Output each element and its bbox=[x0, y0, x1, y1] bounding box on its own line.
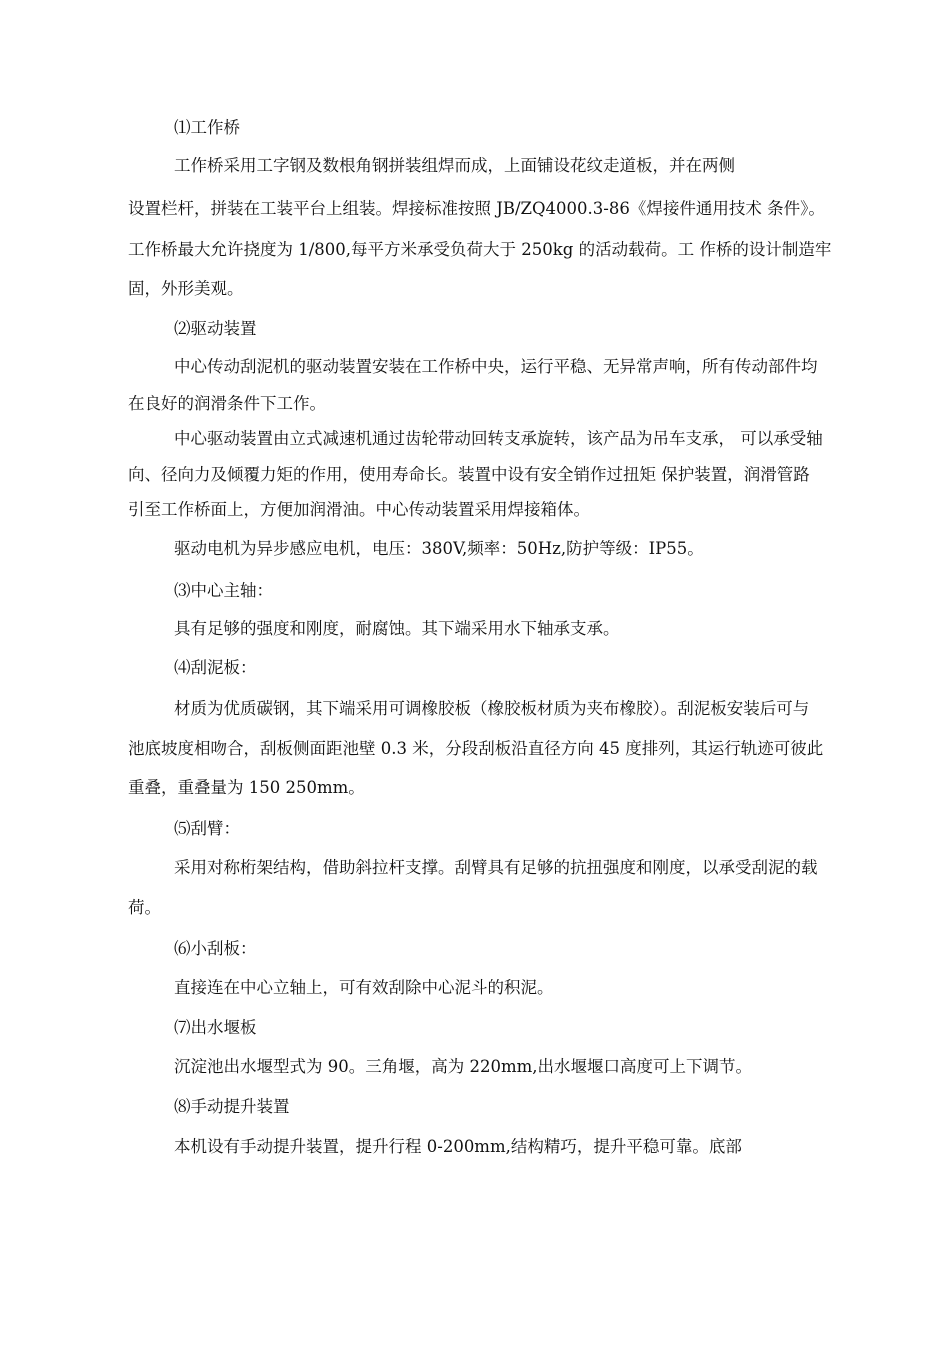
paragraph-line: 向、径向力及倾覆力矩的作用，使用寿命长。装置中设有安全销作过扭矩 保护装置，润滑管路 bbox=[128, 465, 810, 484]
section-heading-manual-lift: ⑻手动提升装置 bbox=[174, 1097, 290, 1116]
section-heading-outlet-weir: ⑺出水堰板 bbox=[174, 1018, 257, 1037]
section-heading-center-shaft: ⑶中心主轴： bbox=[174, 581, 273, 600]
paragraph-line: 固，外形美观。 bbox=[128, 279, 244, 298]
paragraph-line: 直接连在中心立轴上，可有效刮除中心泥斗的积泥。 bbox=[174, 978, 554, 997]
section-heading-drive-unit: ⑵驱动装置 bbox=[174, 319, 257, 338]
paragraph-line: 采用对称桁架结构，借助斜拉杆支撑。刮臂具有足够的抗扭强度和刚度，以承受刮泥的载 bbox=[174, 858, 818, 877]
paragraph-line: 沉淀池出水堰型式为 90。三角堰，高为 220mm,出水堰堰口高度可上下调节。 bbox=[174, 1057, 753, 1076]
paragraph-line: 中心传动刮泥机的驱动装置安装在工作桥中央，运行平稳、无异常声响，所有传动部件均 bbox=[174, 357, 818, 376]
paragraph-line: 工作桥采用工字钢及数根角钢拼装组焊而成，上面铺设花纹走道板，并在两侧 bbox=[174, 156, 735, 175]
paragraph-line: 设置栏杆，拼装在工装平台上组装。焊接标准按照 JB/ZQ4000.3-86《焊接件通用技术 条件》。 bbox=[128, 199, 825, 218]
section-heading-work-bridge: ⑴工作桥 bbox=[174, 118, 240, 137]
paragraph-line: 材质为优质碳钢，其下端采用可调橡胶板（橡胶板材质为夹布橡胶）。刮泥板安装后可与 bbox=[174, 699, 810, 718]
section-heading-scraper-arm: ⑸刮臂： bbox=[174, 819, 240, 838]
paragraph-line: 荷。 bbox=[128, 898, 161, 917]
paragraph-line: 工作桥最大允许挠度为 1/800,每平方米承受负荷大于 250kg 的活动载荷。工 作桥的设计制造牢 bbox=[128, 240, 832, 259]
section-heading-scraper-blade: ⑷刮泥板： bbox=[174, 658, 257, 677]
paragraph-line: 中心驱动装置由立式减速机通过齿轮带动回转支承旋转，该产品为吊车支承， 可以承受轴 bbox=[174, 429, 823, 448]
paragraph-line: 驱动电机为异步感应电机，电压：380V,频率：50Hz,防护等级：IP55。 bbox=[174, 539, 704, 558]
paragraph-line: 重叠，重叠量为 150 250mm。 bbox=[128, 778, 365, 797]
paragraph-line: 在良好的润滑条件下工作。 bbox=[128, 394, 326, 413]
paragraph-line: 池底坡度相吻合，刮板侧面距池壁 0.3 米，分段刮板沿直径方向 45 度排列，其运行轨迹可彼此 bbox=[128, 739, 824, 758]
paragraph-line: 具有足够的强度和刚度，耐腐蚀。其下端采用水下轴承支承。 bbox=[174, 619, 620, 638]
section-heading-small-scraper: ⑹小刮板： bbox=[174, 939, 257, 958]
paragraph-line: 本机设有手动提升装置，提升行程 0-200mm,结构精巧，提升平稳可靠。底部 bbox=[174, 1137, 742, 1156]
paragraph-line: 引至工作桥面上，方便加润滑油。中心传动装置采用焊接箱体。 bbox=[128, 500, 590, 519]
